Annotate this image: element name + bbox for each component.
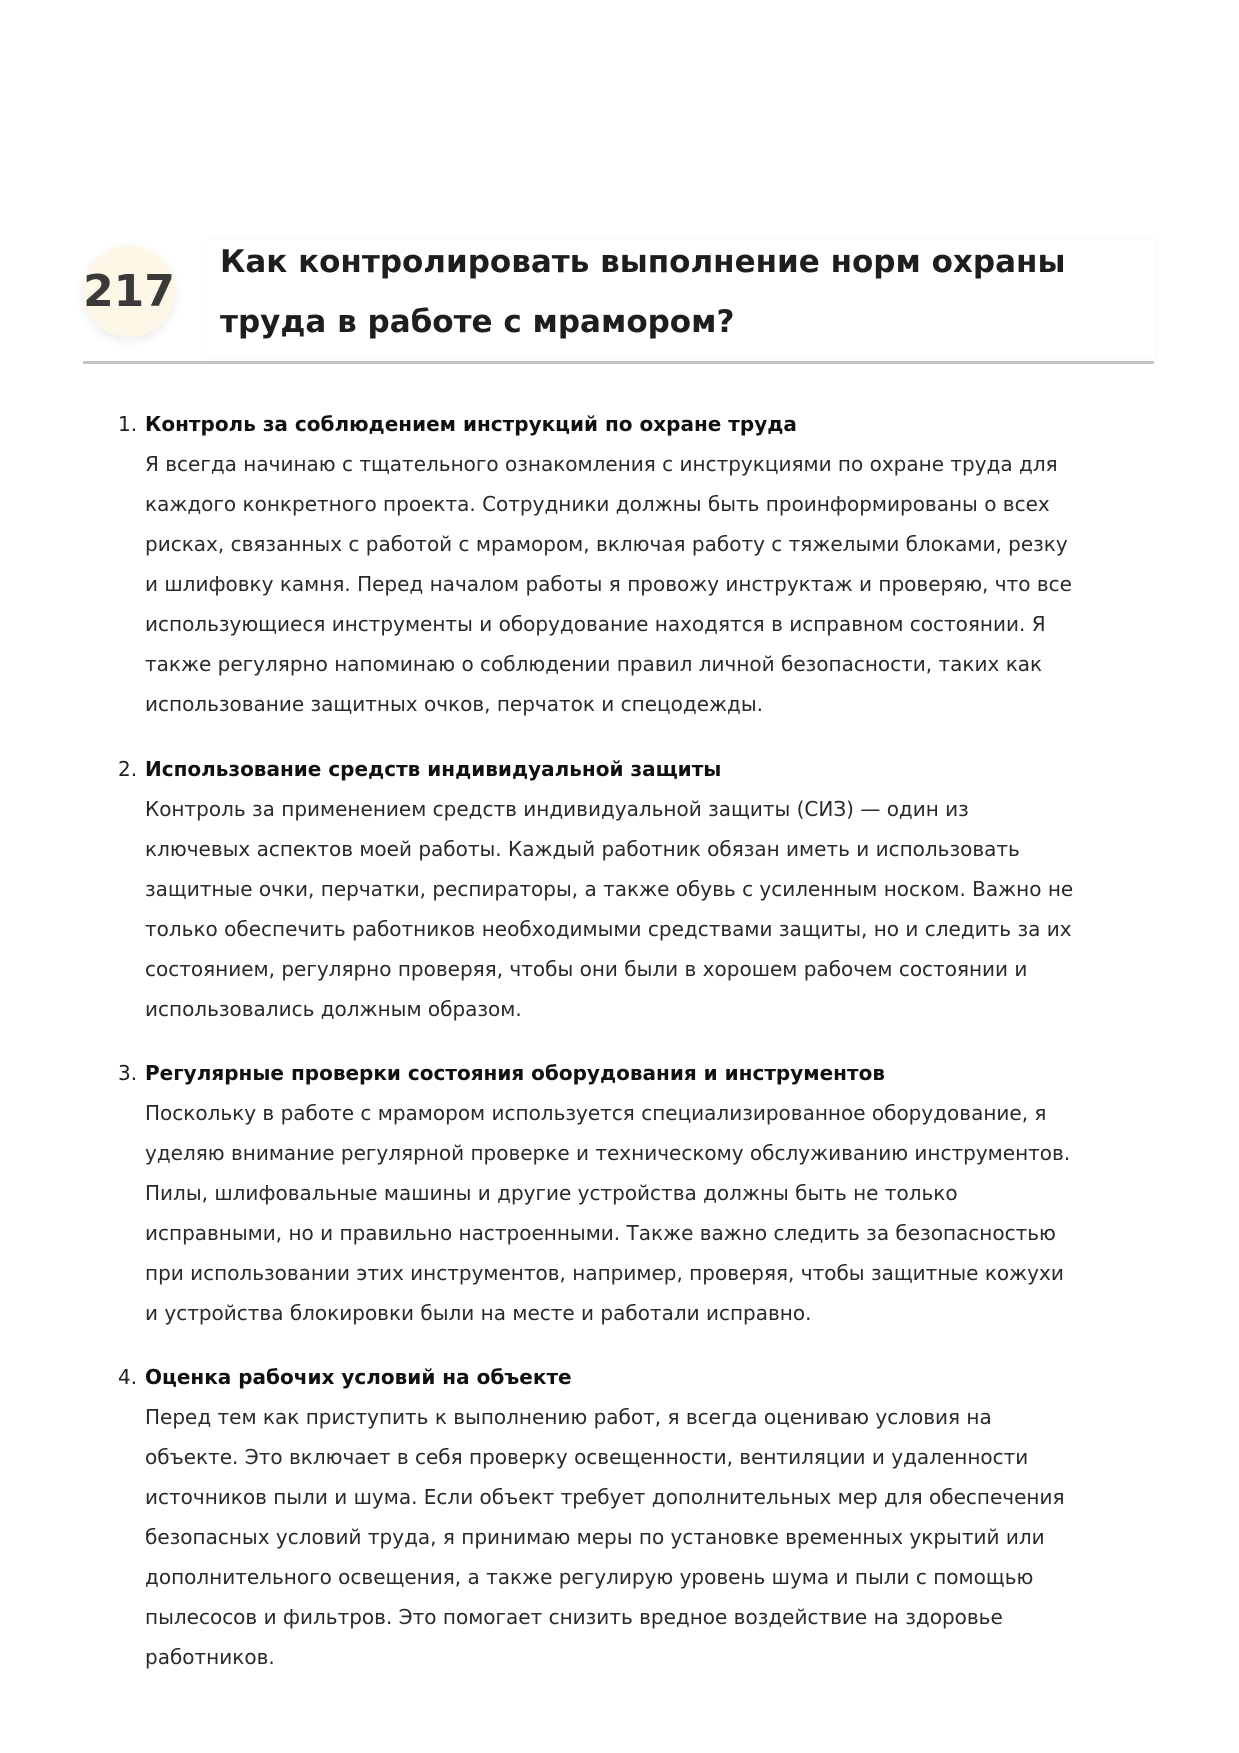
question-number-badge: 217 <box>83 245 175 337</box>
item-heading: Оценка рабочих условий на объекте <box>145 1365 572 1389</box>
item-body-line: Я всегда начинаю с тщательного ознакомления с инструкциями по охране труда для <box>145 452 1058 476</box>
item-number: 3. <box>118 1061 138 1085</box>
item-body <box>145 444 1072 724</box>
page-title-line-1: Как контролировать выполнение норм охраны <box>220 244 1066 280</box>
item-body-line: ключевых аспектов моей работы. Каждый работник обязан иметь и использовать <box>145 837 1020 861</box>
item-body-line: каждого конкретного проекта. Сотрудники должны быть проинформированы о всех <box>145 492 1050 516</box>
item-body-line: уделяю внимание регулярной проверке и техническому обслуживанию инструментов. <box>145 1141 1071 1165</box>
item-body <box>145 1397 1065 1677</box>
item-body-line: использующиеся инструменты и оборудование находятся в исправном состоянии. Я <box>145 612 1046 636</box>
item-body-line: безопасных условий труда, я принимаю меры по установке временных укрытий или <box>145 1525 1045 1549</box>
item-body-line: работников. <box>145 1645 275 1669</box>
item-body-line: и устройства блокировки были на месте и работали исправно. <box>145 1301 812 1325</box>
item-body-line: источников пыли и шума. Если объект требует дополнительных мер для обеспечения <box>145 1485 1065 1509</box>
item-number: 4. <box>118 1365 138 1389</box>
item-body <box>145 789 1073 1029</box>
item-body-line: Контроль за применением средств индивидуальной защиты (СИЗ) — один из <box>145 797 969 821</box>
item-heading: Использование средств индивидуальной защиты <box>145 757 722 781</box>
item-heading: Регулярные проверки состояния оборудования и инструментов <box>145 1061 885 1085</box>
item-body-line: использовались должным образом. <box>145 997 522 1021</box>
item-body-line: рисках, связанных с работой с мрамором, включая работу с тяжелыми блоками, резку <box>145 532 1068 556</box>
item-body-line: состоянием, регулярно проверяя, чтобы они были в хорошем рабочем состоянии и <box>145 957 1028 981</box>
item-number: 2. <box>118 757 138 781</box>
item-body-line: использование защитных очков, перчаток и спецодежды. <box>145 692 764 716</box>
item-body <box>145 1093 1070 1333</box>
item-body-line: также регулярно напоминаю о соблюдении правил личной безопасности, таких как <box>145 652 1043 676</box>
item-body-line: Перед тем как приступить к выполнению работ, я всегда оцениваю условия на <box>145 1405 992 1429</box>
item-body-line: при использовании этих инструментов, например, проверяя, чтобы защитные кожухи <box>145 1261 1064 1285</box>
item-body-line: и шлифовку камня. Перед началом работы я провожу инструктаж и проверяю, что все <box>145 572 1072 596</box>
item-body-line: Поскольку в работе с мрамором используется специализированное оборудование, я <box>145 1101 1047 1125</box>
item-body-line: объекте. Это включает в себя проверку освещенности, вентиляции и удаленности <box>145 1445 1029 1469</box>
page-title-line-2: труда в работе с мрамором? <box>220 304 735 340</box>
item-body-line: Пилы, шлифовальные машины и другие устройства должны быть не только <box>145 1181 958 1205</box>
item-body-line: пылесосов и фильтров. Это помогает снизить вредное воздействие на здоровье <box>145 1605 1003 1629</box>
item-body-line: исправными, но и правильно настроенными. Также важно следить за безопасностью <box>145 1221 1056 1245</box>
item-body-line: защитные очки, перчатки, респираторы, а также обувь с усиленным носком. Важно не <box>145 877 1074 901</box>
item-body-line: только обеспечить работников необходимыми средствами защиты, но и следить за их <box>145 917 1072 941</box>
item-number: 1. <box>118 412 138 436</box>
item-heading: Контроль за соблюдением инструкций по охране труда <box>145 412 797 436</box>
item-body-line: дополнительного освещения, а также регулирую уровень шума и пыли с помощью <box>145 1565 1034 1589</box>
title-divider <box>83 361 1154 364</box>
